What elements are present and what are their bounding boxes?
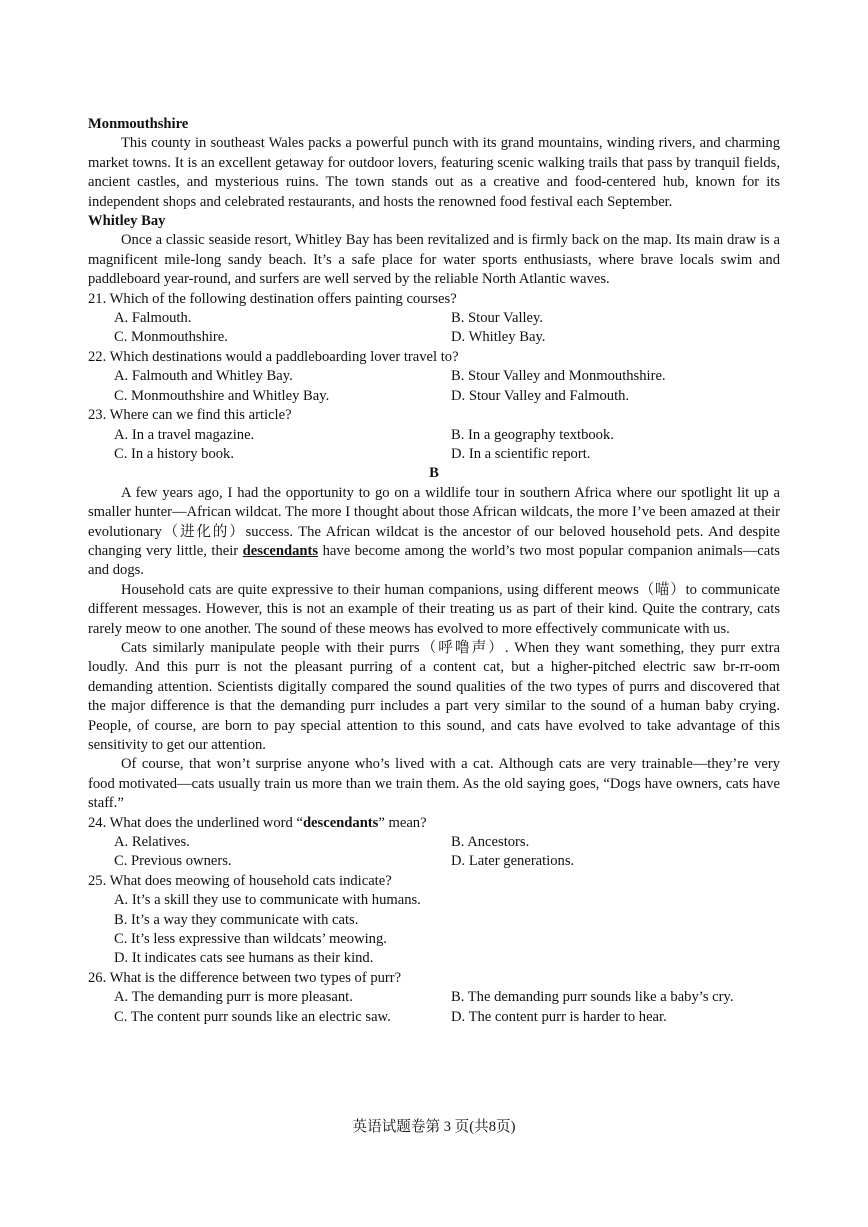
- option-b: B. The demanding purr sounds like a baby’s cry.: [451, 989, 734, 1006]
- option-c: C. In a history book.: [114, 445, 234, 462]
- option-c: C. It’s less expressive than wildcats’ meowing.: [114, 931, 387, 948]
- option-d: D. Stour Valley and Falmouth.: [451, 387, 630, 404]
- option-b: B. It’s a way they communicate with cats.: [114, 911, 359, 928]
- option-d: D. In a scientific report.: [451, 445, 591, 462]
- option-a: A. Falmouth.: [114, 310, 192, 327]
- question-25: 25. What does meowing of household cats indicate?: [88, 872, 392, 889]
- option-c: C. Previous owners.: [114, 853, 232, 870]
- option-d: D. Whitley Bay.: [451, 329, 546, 346]
- option-a: A. In a travel magazine.: [114, 426, 255, 443]
- question-22-options: [88, 367, 780, 406]
- question-21: 21. Which of the following destination offers painting courses?: [88, 290, 457, 307]
- underlined-word: descendants: [242, 542, 319, 559]
- passage-b-paragraph-2: Household cats are quite expressive to their human companions, using different meows（喵）to communicate different messages. However, this is not an example of their treating us as part of their kind. Quite the contrary, cats rarely meow to one another. The sound of these meows has evolved to more effectively communicate with us.: [88, 581, 780, 637]
- passage-b-paragraph-1: [88, 484, 780, 581]
- exam-page: [88, 115, 780, 1027]
- page-footer: 英语试题卷第 3 页(共8页): [352, 1119, 516, 1135]
- question-23: 23. Where can we find this article?: [88, 407, 292, 424]
- passage-b-paragraph-3: Cats similarly manipulate people with their purrs（呼噜声）. When they want something, they purr extra loudly. And this purr is not the pleasant purring of a content cat, but a higher-pitched electric saw br-rr-oom demanding attention. Scientists digitally compared the sound qualities of the two types of purrs and discovered that the major difference is that the demanding purr includes a part very similar to the sound of a human baby crying. People, of course, are born to pay special attention to this sound, and cats have evolved to take advantage of this sensitivity to get our attention.: [88, 639, 780, 753]
- p1-text-end: have become among the world’s two most popular companion animals—cats and dogs.: [88, 542, 780, 579]
- option-d: D. The content purr is harder to hear.: [451, 1008, 667, 1025]
- q24-stem-end: ” mean?: [378, 814, 427, 831]
- option-c: C. Monmouthshire.: [114, 329, 228, 346]
- question-23-options: [88, 426, 780, 465]
- option-a: A. It’s a skill they use to communicate with humans.: [114, 892, 421, 909]
- p1-text-start: A few years ago, I had the opportunity to go on a wildlife tour in southern Africa where our spotlight lit up a smaller hunter—African wildcat. The more I thought about those African wildcats, the more I’ve been amazed at their evolutionary（进化的）success. The African wildcat is the ancestor of our beloved household pets. And despite changing very little, their: [88, 484, 780, 559]
- option-c: C. Monmouthshire and Whitley Bay.: [114, 387, 330, 404]
- option-a: A. The demanding purr is more pleasant.: [114, 989, 353, 1006]
- q24-bold-word: descendants: [302, 814, 379, 831]
- q24-stem-start: 24. What does the underlined word “: [88, 814, 303, 831]
- option-c: C. The content purr sounds like an electric saw.: [114, 1008, 391, 1025]
- question-21-options: [88, 309, 780, 348]
- option-b: B. In a geography textbook.: [451, 426, 614, 443]
- option-b: B. Ancestors.: [451, 834, 530, 851]
- option-d: D. Later generations.: [451, 853, 575, 870]
- section-b-heading: B: [429, 465, 439, 482]
- paragraph-whitley-bay: Once a classic seaside resort, Whitley Bay has been revitalized and is firmly back on the map. Its main draw is a magnificent mile-long sandy beach. It’s a safe place for water sports enthusiasts, where brave locals swim and paddleboard year-round, and surfers are well served by the reliable North Atlantic waves.: [88, 232, 780, 288]
- question-22: 22. Which destinations would a paddleboarding lover travel to?: [88, 348, 459, 365]
- heading-monmouthshire: Monmouthshire: [88, 116, 189, 132]
- question-26: 26. What is the difference between two types of purr?: [88, 969, 402, 986]
- option-b: B. Stour Valley.: [451, 310, 544, 327]
- passage-b-paragraph-4: Of course, that won’t surprise anyone who’s lived with a cat. Although cats are very trainable—they’re very food motivated—cats usually train us more than we train them. As the old saying goes, “Dogs have owners, cats have staff.”: [88, 756, 780, 812]
- question-24-options: [88, 833, 780, 872]
- option-b: B. Stour Valley and Monmouthshire.: [451, 368, 666, 385]
- option-d: D. It indicates cats see humans as their kind.: [114, 950, 374, 967]
- option-a: A. Falmouth and Whitley Bay.: [114, 368, 293, 385]
- question-24: [88, 814, 780, 833]
- paragraph-monmouthshire: This county in southeast Wales packs a powerful punch with its grand mountains, winding rivers, and charming market towns. It is an excellent getaway for outdoor lovers, featuring scenic walking trails that pass by tranquil fields, ancient castles, and mysterious ruins. The town stands out as a creative and food-centered hub, known for its independent shops and celebrated restaurants, and hosts the renowned food festival each September.: [88, 135, 780, 210]
- option-a: A. Relatives.: [114, 834, 190, 851]
- heading-whitley-bay: Whitley Bay: [88, 213, 166, 230]
- question-26-options: [88, 988, 780, 1027]
